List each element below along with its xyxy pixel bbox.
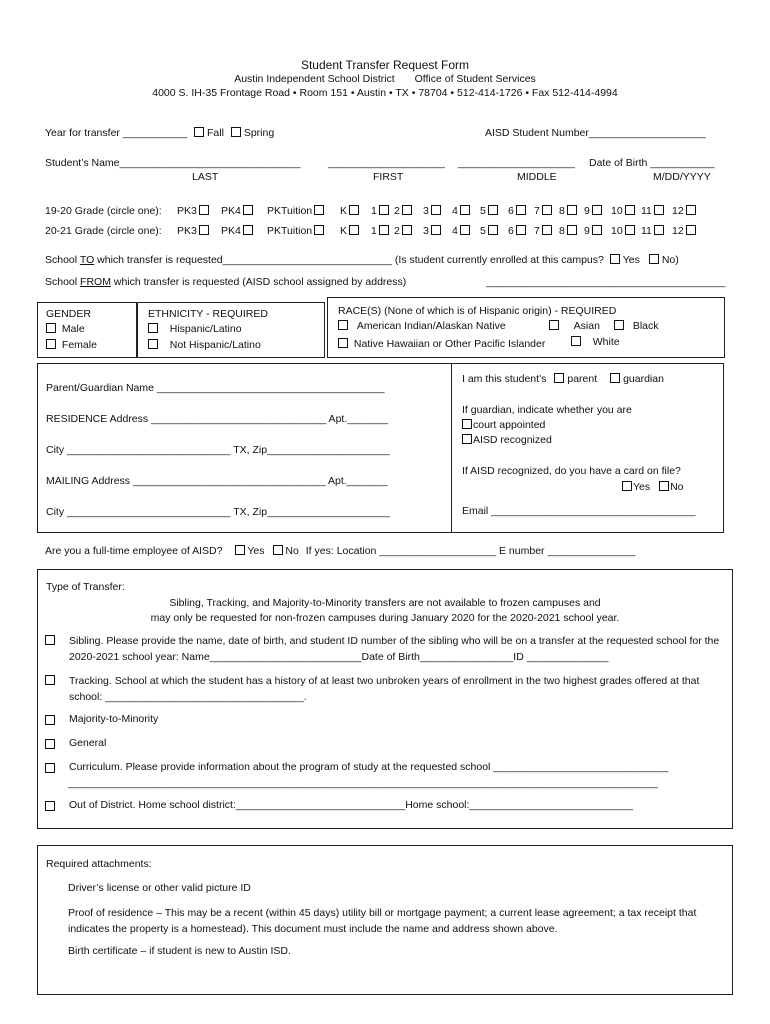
tracking-option[interactable]: [45, 673, 725, 705]
general-option[interactable]: [45, 737, 106, 749]
grade-option-2021-5[interactable]: [480, 225, 501, 237]
grade-option-2021-8[interactable]: [559, 225, 580, 237]
grade-option-2021-pktuition[interactable]: [267, 225, 327, 237]
address-line: 4000 S. IH-35 Frontage Road • Room 151 • Austin • TX • 78704 • 512-414-1726 • Fax 512-414-4994: [152, 87, 618, 99]
grade-label: 8: [559, 225, 565, 237]
attachment-birth-certificate: Birth certificate – if student is new to Austin ISD.: [68, 945, 291, 957]
white-checkbox[interactable]: [571, 336, 581, 346]
male-label: Male: [61, 323, 85, 335]
grade-option-2021-9[interactable]: [584, 225, 605, 237]
grade-option-1920-12[interactable]: [672, 205, 699, 217]
black-checkbox[interactable]: [614, 320, 624, 330]
grade-checkbox[interactable]: [654, 205, 664, 215]
date-of-birth-field[interactable]: Date of Birth ___________: [589, 157, 715, 169]
grade-option-1920-6[interactable]: [508, 205, 529, 217]
grade-label: 3: [423, 205, 429, 217]
grade-label: 5: [480, 225, 486, 237]
hawaiian-option[interactable]: [338, 338, 545, 350]
court-appointed-checkbox[interactable]: [462, 419, 472, 429]
general-checkbox[interactable]: [45, 739, 55, 749]
out-of-district-checkbox[interactable]: [45, 801, 55, 811]
sibling-option[interactable]: [45, 633, 725, 665]
grade-label: 7: [534, 225, 540, 237]
grade-label: 6: [508, 205, 514, 217]
curriculum-checkbox[interactable]: [45, 763, 55, 773]
card-no-checkbox[interactable]: [659, 481, 669, 491]
grade-checkbox[interactable]: [488, 225, 498, 235]
grade-row-2021-label: 20-21 Grade (circle one):: [45, 225, 162, 237]
school-to-text: which transfer is requested_____________________________ (Is student currently enrolled at this campus?: [94, 254, 604, 266]
employee-question: Are you a full-time employee of AISD?: [45, 545, 223, 557]
grade-label: 1: [371, 205, 377, 217]
residence-city-zip-field[interactable]: City ____________________________ TX, Zip_____________________: [46, 444, 390, 456]
sibling-text: Sibling. Please provide the name, date of birth, and student ID number of the sibling who will be on a transfer at the requested school for the 2020-2021 school year: Name__________________________Date of Birth________________ID ______________: [69, 635, 720, 663]
guardian-box: [450, 363, 724, 533]
not-hispanic-label: Not Hispanic/Latino: [169, 339, 261, 351]
grade-checkbox[interactable]: [199, 225, 209, 235]
grade-checkbox[interactable]: [314, 205, 324, 215]
black-label: Black: [632, 320, 659, 332]
asian-checkbox[interactable]: [549, 320, 559, 330]
gender-title: GENDER: [46, 308, 91, 320]
student-middle-name-field[interactable]: ____________________: [458, 157, 575, 169]
card-yes-checkbox[interactable]: [622, 481, 632, 491]
grade-checkbox[interactable]: [542, 225, 552, 235]
grade-label: K: [340, 225, 348, 237]
grade-label: PK3: [177, 205, 197, 217]
grade-option-1920-9[interactable]: [584, 205, 605, 217]
grade-checkbox[interactable]: [592, 205, 602, 215]
grade-checkbox[interactable]: [625, 225, 635, 235]
attachments-box: [37, 845, 733, 995]
first-caption: FIRST: [373, 171, 404, 183]
grade-label: 9: [584, 225, 590, 237]
gender-female-option[interactable]: [46, 339, 97, 351]
grade-checkbox[interactable]: [314, 225, 324, 235]
grade-checkbox[interactable]: [243, 225, 253, 235]
grade-label: 3: [423, 225, 429, 237]
grade-checkbox[interactable]: [402, 205, 412, 215]
out-of-district-text: Out of District. Home school district:_____________________________Home school:____________________________: [69, 799, 633, 811]
grade-label: 7: [534, 205, 540, 217]
attachment-residence: Proof of residence – This may be a recent (within 45 days) utility bill or mortgage payment; a current lease agreement; a tax receipt that indicates the property is a homestead). This document must include the name and address shown above.: [68, 907, 697, 935]
employee-no-label: No: [285, 545, 299, 557]
race-box: [327, 297, 725, 358]
card-on-file-question: If AISD recognized, do you have a card on file?: [462, 465, 681, 477]
black-option[interactable]: [614, 320, 659, 332]
employee-no-checkbox[interactable]: [273, 545, 283, 555]
form-title: Student Transfer Request Form: [300, 58, 470, 72]
hispanic-label: Hispanic/Latino: [169, 323, 242, 335]
grade-checkbox[interactable]: [516, 225, 526, 235]
grade-option-2021-3[interactable]: [423, 225, 444, 237]
grade-option-2021-12[interactable]: [672, 225, 699, 237]
grade-option-1920-8[interactable]: [559, 205, 580, 217]
employee-yes-label: Yes: [247, 545, 265, 557]
female-label: Female: [61, 339, 97, 351]
white-label: White: [592, 336, 620, 348]
spring-label: Spring: [243, 127, 275, 139]
grade-label: PKTuition: [267, 225, 313, 237]
school-from-label: [45, 276, 406, 288]
year-for-transfer-field[interactable]: [45, 127, 274, 139]
american-indian-checkbox[interactable]: [338, 320, 348, 330]
grade-option-2021-pk4[interactable]: [221, 225, 256, 237]
student-first-name-field[interactable]: ____________________: [328, 157, 445, 169]
asian-option[interactable]: [549, 320, 600, 332]
grade-label: 9: [584, 205, 590, 217]
grade-option-2021-6[interactable]: [508, 225, 529, 237]
grade-option-1920-5[interactable]: [480, 205, 501, 217]
grade-checkbox[interactable]: [567, 205, 577, 215]
year-label: Year for transfer ___________: [45, 127, 188, 139]
grade-label: 4: [452, 205, 458, 217]
grade-checkbox[interactable]: [402, 225, 412, 235]
grade-option-1920-11[interactable]: [641, 205, 667, 217]
court-appointed-option[interactable]: [462, 419, 545, 431]
grade-checkbox[interactable]: [625, 205, 635, 215]
parent-checkbox[interactable]: [554, 373, 564, 383]
grade-checkbox[interactable]: [243, 205, 253, 215]
sibling-checkbox[interactable]: [45, 635, 55, 645]
aisd-recognized-option[interactable]: [462, 434, 552, 446]
mailing-address-field[interactable]: MAILING Address _________________________________ Apt._______: [46, 475, 388, 487]
grade-row-1920-label: 19-20 Grade (circle one):: [45, 205, 162, 217]
grade-checkbox[interactable]: [592, 225, 602, 235]
race-title: RACE(S) (None of which is of Hispanic origin) - REQUIRED: [338, 305, 617, 317]
grade-label: 12: [672, 225, 684, 237]
office-name: Office of Student Services: [414, 73, 536, 85]
i-am-label: I am this student’s: [462, 373, 547, 385]
grade-label: 11: [641, 205, 652, 217]
grade-label: 2: [394, 205, 400, 217]
grade-checkbox[interactable]: [460, 225, 470, 235]
out-of-district-option[interactable]: [45, 799, 633, 811]
not-hispanic-option[interactable]: [148, 339, 261, 351]
grade-option-1920-7[interactable]: [534, 205, 555, 217]
grade-checkbox[interactable]: [431, 205, 441, 215]
american-indian-option[interactable]: [338, 320, 506, 332]
fall-checkbox[interactable]: [194, 127, 204, 137]
attachment-license: Driver’s license or other valid picture ID: [68, 882, 251, 894]
grade-option-2021-10[interactable]: [611, 225, 638, 237]
grade-option-1920-pk4[interactable]: [221, 205, 256, 217]
transfer-type-box: [37, 569, 733, 829]
employee-location-field[interactable]: If yes: Location ____________________ E number _______________: [305, 545, 636, 557]
guardian-checkbox[interactable]: [610, 373, 620, 383]
school-to-prefix: School: [45, 254, 80, 266]
enrolled-no-label: No): [661, 254, 679, 266]
grade-label: PK4: [221, 205, 241, 217]
fall-label: Fall: [206, 127, 224, 139]
grade-option-1920-k[interactable]: [340, 205, 362, 217]
grade-checkbox[interactable]: [654, 225, 664, 235]
grade-label: 10: [611, 205, 623, 217]
grade-checkbox[interactable]: [686, 225, 696, 235]
male-checkbox[interactable]: [46, 323, 56, 333]
asian-label: Asian: [573, 320, 600, 332]
grade-label: PK3: [177, 225, 197, 237]
school-from-keyword: FROM: [80, 276, 111, 288]
card-on-file-options: [622, 481, 684, 493]
grade-checkbox[interactable]: [516, 205, 526, 215]
female-checkbox[interactable]: [46, 339, 56, 349]
currently-enrolled-yes-checkbox[interactable]: [610, 254, 620, 264]
grade-label: 12: [672, 205, 684, 217]
gender-male-option[interactable]: [46, 323, 85, 335]
card-no-label: No: [670, 481, 684, 493]
card-yes-label: Yes: [633, 481, 651, 493]
email-field[interactable]: Email ___________________________________: [462, 505, 696, 517]
curriculum-info-line[interactable]: _____________________________________________________________________________________________________: [68, 777, 658, 789]
org-line: [0, 73, 770, 85]
grade-option-2021-1[interactable]: [371, 225, 392, 237]
last-caption: LAST: [192, 171, 219, 183]
parent-address-box: [37, 363, 452, 533]
majority-minority-option[interactable]: [45, 713, 158, 725]
grade-checkbox[interactable]: [567, 225, 577, 235]
grade-checkbox[interactable]: [379, 225, 389, 235]
student-last-name-field[interactable]: Student’s Name_______________________________: [45, 157, 301, 169]
hawaiian-label: Native Hawaiian or Other Pacific Islander: [353, 338, 546, 350]
attachments-title: Required attachments:: [46, 858, 152, 870]
grade-checkbox[interactable]: [349, 225, 359, 235]
aisd-recognized-checkbox[interactable]: [462, 434, 472, 444]
grade-checkbox[interactable]: [488, 205, 498, 215]
court-appointed-label: court appointed: [473, 419, 546, 431]
relationship-row: [462, 373, 664, 385]
employee-yes-checkbox[interactable]: [235, 545, 245, 555]
school-to-keyword: TO: [79, 254, 95, 266]
white-option[interactable]: [571, 336, 620, 348]
grade-option-1920-10[interactable]: [611, 205, 638, 217]
grade-label: 8: [559, 205, 565, 217]
currently-enrolled-no-checkbox[interactable]: [649, 254, 659, 264]
grade-checkbox[interactable]: [379, 205, 389, 215]
grade-label: 5: [480, 205, 486, 217]
curriculum-text: Curriculum. Please provide information about the program of study at the requested school ______________________________: [69, 761, 669, 773]
ethnicity-title: ETHNICITY - REQUIRED: [148, 308, 268, 320]
aisd-recognized-label: AISD recognized: [473, 434, 552, 446]
grade-option-1920-1[interactable]: [371, 205, 392, 217]
hispanic-checkbox[interactable]: [148, 323, 158, 333]
grade-option-2021-2[interactable]: [394, 225, 415, 237]
general-label: General: [69, 737, 107, 749]
curriculum-option[interactable]: [45, 761, 669, 773]
grade-checkbox[interactable]: [460, 205, 470, 215]
not-hispanic-checkbox[interactable]: [148, 339, 158, 349]
spring-checkbox[interactable]: [231, 127, 241, 137]
enrolled-yes-label: Yes: [622, 254, 640, 266]
grade-checkbox[interactable]: [349, 205, 359, 215]
grade-checkbox[interactable]: [542, 205, 552, 215]
school-to-field[interactable]: [45, 254, 679, 266]
grade-label: 4: [452, 225, 458, 237]
hawaiian-checkbox[interactable]: [338, 338, 348, 348]
grade-label: 10: [611, 225, 623, 237]
tracking-checkbox[interactable]: [45, 675, 55, 685]
guardian-label: guardian: [623, 373, 664, 385]
school-from-text: which transfer is requested (AISD school assigned by address): [110, 276, 407, 288]
guardian-type-question: If guardian, indicate whether you are: [462, 404, 632, 416]
mailing-city-zip-field[interactable]: City ____________________________ TX, Zip_____________________: [46, 506, 390, 518]
grade-option-2021-11[interactable]: [641, 225, 667, 237]
grade-checkbox[interactable]: [199, 205, 209, 215]
majority-minority-checkbox[interactable]: [45, 715, 55, 725]
grade-label: 2: [394, 225, 400, 237]
grade-label: PK4: [221, 225, 241, 237]
district-name: Austin Independent School District: [234, 73, 395, 85]
grade-label: PKTuition: [267, 205, 313, 217]
grade-checkbox[interactable]: [686, 205, 696, 215]
grade-option-1920-pk3[interactable]: [177, 205, 212, 217]
middle-caption: MIDDLE: [517, 171, 557, 183]
transfer-note-1: Sibling, Tracking, and Majority-to-Minority transfers are not available to frozen campuses and: [169, 597, 601, 609]
grade-checkbox[interactable]: [431, 225, 441, 235]
ethnicity-box: [137, 302, 325, 358]
american-indian-label: American Indian/Alaskan Native: [356, 320, 506, 332]
parent-label: parent: [567, 373, 598, 385]
hispanic-option[interactable]: [148, 323, 242, 335]
dob-format-caption: M/DD/YYYY: [653, 171, 711, 183]
employee-row: [45, 545, 635, 557]
majority-minority-label: Majority-to-Minority: [69, 713, 159, 725]
gender-box: [37, 302, 137, 358]
grade-option-1920-4[interactable]: [452, 205, 473, 217]
student-number-field[interactable]: AISD Student Number____________________: [485, 127, 706, 139]
grade-label: 11: [641, 225, 652, 237]
tracking-text: Tracking. School at which the student has a history of at least two unbroken years of enrollment in the two highest grades offered at that school: __________________________________.: [69, 675, 700, 703]
grade-label: K: [340, 205, 348, 217]
grade-option-2021-7[interactable]: [534, 225, 555, 237]
grade-option-2021-k[interactable]: [340, 225, 362, 237]
residence-address-field[interactable]: RESIDENCE Address ______________________________ Apt._______: [46, 413, 389, 425]
parent-name-field[interactable]: Parent/Guardian Name _______________________________________: [46, 382, 385, 394]
grade-option-2021-4[interactable]: [452, 225, 473, 237]
transfer-type-title: Type of Transfer:: [46, 581, 125, 593]
grade-option-2021-pk3[interactable]: [177, 225, 212, 237]
grade-label: 1: [371, 225, 377, 237]
school-from-prefix: School: [45, 276, 81, 288]
transfer-note-2: may only be requested for non-frozen campuses during January 2020 for the 2020-2021 school year.: [150, 612, 620, 624]
grade-option-1920-2[interactable]: [394, 205, 415, 217]
grade-option-1920-3[interactable]: [423, 205, 444, 217]
school-from-field[interactable]: _________________________________________: [486, 276, 726, 288]
grade-option-1920-pktuition[interactable]: [267, 205, 327, 217]
grade-label: 6: [508, 225, 514, 237]
